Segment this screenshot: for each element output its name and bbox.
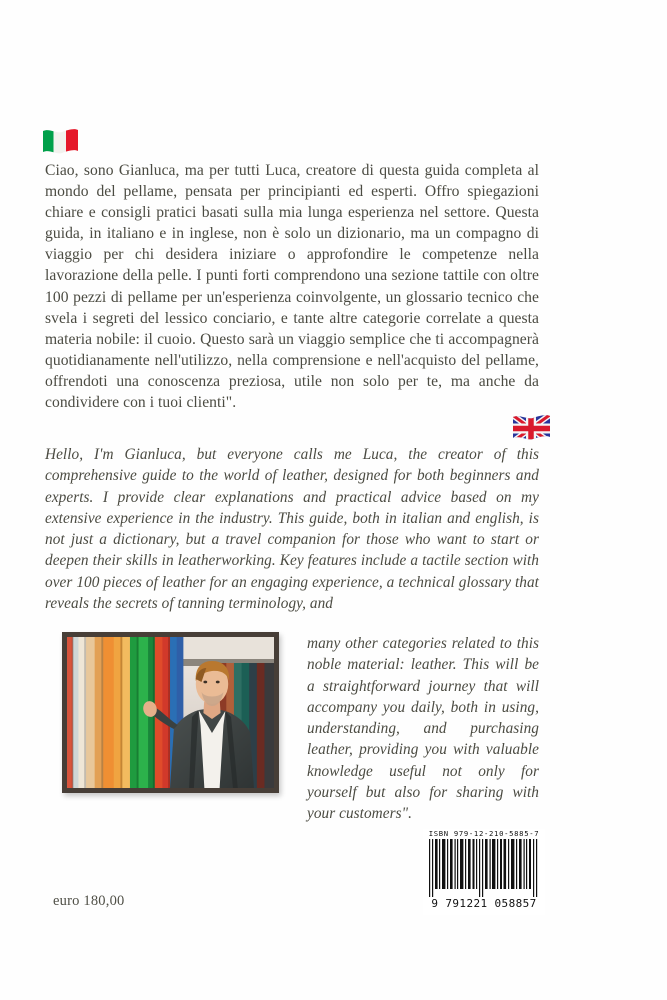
italian-flag-icon xyxy=(41,128,79,157)
isbn-label: ISBN 979-12-210-5885-7 xyxy=(428,829,540,838)
italian-blurb: Ciao, sono Gianluca, ma per tutti Luca, creatore di questa guida completa al mondo del pellame, pensata per principianti ed esperti. Offro spiegazioni chiare e consigli pratici basati sulla mia lunga esperienza nel settore. Questa guida, in italiano e in inglese, non è solo un dizionario, ma un compagno di viaggio per chi desidera iniziare o approfondire le competenze nella lavorazione della pelle. I punti forti comprendono una sezione tattile con oltre 100 pezzi di pellame per un'esperienza coinvolgente, un glossario tecnico che svela i segreti del lessico conciario, e tante altre categorie correlate a questa materia nobile: il cuoio. Questo sarà un viaggio semplice che ti accompagnerà quotidianamente nell'utilizzo, nella comprensione e nell'acquisto del pellame, offrendoti una conoscenza preziosa, utile non solo per te, ma anche da condividere con i tuoi clienti". xyxy=(45,162,539,412)
price-label: euro 180,00 xyxy=(53,893,125,909)
author-photo-frame xyxy=(62,632,279,793)
english-blurb-wrap: many other categories related to this noble material: leather. This will be a straightforward journey that will accompany you daily, both in using, understanding, and purchasing leather, providing you with valuable knowledge useful not only for yourself but also for sharing with your customers". xyxy=(307,635,539,823)
ean-digits: 9 791221 058857 xyxy=(431,897,537,910)
uk-flag-icon xyxy=(511,414,551,443)
author-photo xyxy=(67,637,274,788)
barcode-bars xyxy=(423,839,545,897)
english-blurb-top: Hello, I'm Gianluca, but everyone calls me Luca, the creator of this comprehensive guide to the world of leather, designed for both beginners and experts. I provide clear explanations and practical advice based on my extensive experience in the industry. This guide, both in italian and english, is not just a dictionary, but a travel companion for those who want to start or deepen their skills in leatherworking. Key features include a tactile section with over 100 pieces of leather for an engaging experience, a technical glossary that reveals the secrets of tanning terminology, and xyxy=(45,446,539,613)
barcode xyxy=(423,829,545,915)
